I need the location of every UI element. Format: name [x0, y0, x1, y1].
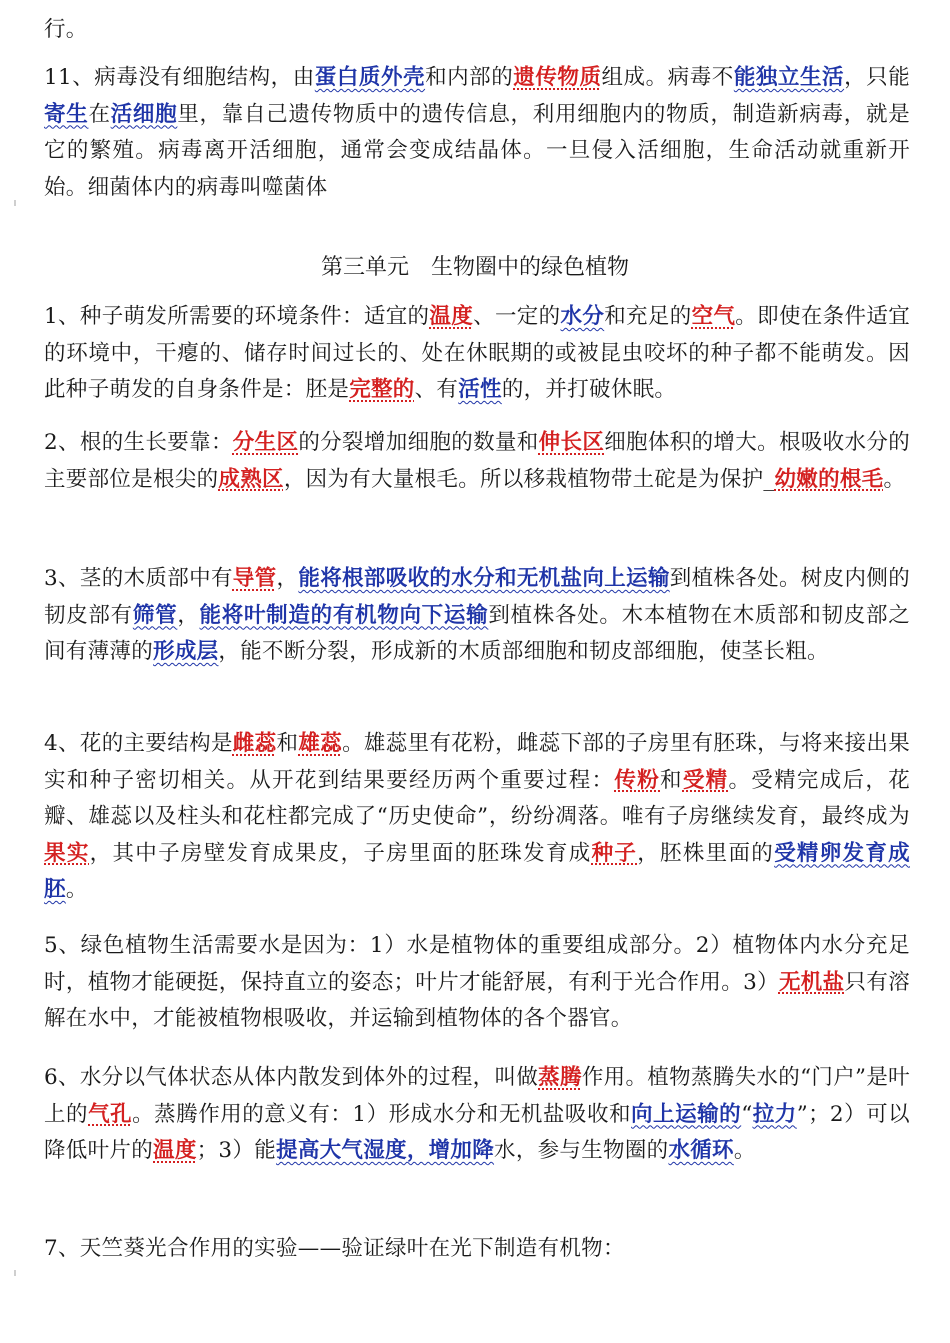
text-run: 。即使在条件适宜的环境中，干瘪的、储存时间过长的、处在休眠期的或被昆虫咬坏的种子都不能萌发。因此种子萌发的自身条件是：胚是 [44, 304, 911, 402]
text-run: 1、种子萌发所需要的环境条件：适宜的 [44, 304, 430, 329]
text-run: 到植株各处。木本植物在木质部和韧皮部之间有薄薄的 [44, 602, 910, 664]
paragraph-transpiration [44, 1060, 910, 1170]
key-term-blue: 能独立生活 [733, 65, 845, 90]
margin-mark [14, 200, 16, 206]
key-term-blue: 水分 [560, 304, 605, 329]
paragraph-stem-structure [44, 561, 910, 671]
text-run: 水，参与生物圈的 [494, 1138, 669, 1163]
text-run: 和 [660, 767, 683, 793]
text-run: 和内部的 [425, 65, 514, 90]
key-term-red: 无机盐 [778, 969, 845, 995]
key-term-red: 温度 [153, 1138, 197, 1163]
paragraph-photosynthesis-experiment [44, 1231, 910, 1268]
text-run: ，能不断分裂，形成新的木质部细胞和韧皮部细胞，使茎长粗。 [218, 639, 829, 664]
key-term-blue: 活细胞 [110, 101, 178, 127]
text-run: 行。 [44, 17, 88, 42]
text-run: 。 [65, 877, 88, 902]
key-term-red: 遗传物质 [513, 65, 602, 90]
key-term-red: 雄蕊 [298, 731, 343, 756]
key-term-red: 种子 [591, 840, 638, 866]
text-run: ， [177, 602, 200, 628]
text-run: 和 [276, 731, 299, 756]
unit-label: 第三单元 [320, 255, 409, 280]
text-run: 只有溶解在水中，才能被植物根吸收，并运输到植物体的各个器官。 [44, 969, 910, 1031]
text-run: ；3）能 [196, 1138, 277, 1163]
key-term-red: 受精 [682, 767, 729, 793]
key-term-red: 成熟区 [218, 466, 284, 492]
key-term-red: 分生区 [232, 430, 299, 455]
key-term-blue: 水循环 [668, 1138, 734, 1163]
text-run: 作用。植物蒸腾失水的“门户”是叶上的 [44, 1065, 910, 1127]
text-run: ，因为有大量根毛。所以移栽植物带土砣是为保护_ [283, 466, 775, 492]
text-run: ，胚株里面的 [637, 840, 775, 866]
key-term-red: 传粉 [614, 767, 661, 793]
key-term-blue: 寄生 [44, 101, 89, 127]
text-run: ，其中子房壁发育成果皮，子房里面的胚珠发育成 [89, 840, 592, 866]
key-term-red: 空气 [691, 304, 736, 329]
unit-title: 生物圈中的绿色植物 [431, 255, 630, 280]
paragraph-root-growth [44, 425, 910, 498]
key-term-blue: 蛋白质外壳 [314, 65, 426, 90]
text-run: 里，靠自己遗传物质中的遗传信息，利用细胞内的物质，制造新病毒，就是它的繁殖。病毒离开活细胞，通常会变成结晶体。一旦侵入活细胞，生命活动就重新开始。细菌体内的病毒叫噬菌体 [44, 101, 910, 200]
paragraph-flower-structure [44, 726, 910, 909]
key-term-blue: 向上运输的 [631, 1101, 742, 1127]
text-run: 组成。病毒不 [601, 65, 734, 90]
key-term-red: 幼嫩的根毛 [774, 466, 884, 492]
text-run: 3、茎的木质部中有 [44, 566, 233, 591]
text-run: 的，并打破休眠。 [501, 377, 677, 402]
key-term-blue: 形成层 [153, 639, 219, 664]
text-run: 、有 [414, 377, 459, 402]
text-run: 2、根的生长要靠： [44, 430, 233, 455]
key-term-blue: 拉力 [752, 1101, 797, 1127]
key-term-red: 气孔 [88, 1101, 133, 1127]
paragraph-water-needs [44, 928, 910, 1038]
text-run: 细胞体积的增大。根吸收水分的主要部位是根尖的 [44, 430, 910, 492]
text-run: 6、水分以气体状态从体内散发到体外的过程，叫做 [44, 1065, 539, 1090]
key-term-blue: 提高大气湿度，增加降 [276, 1138, 495, 1163]
text-run: 和充足的 [604, 304, 692, 329]
text-run: 。 [883, 466, 906, 492]
text-run: 5、绿色植物生活需要水是因为：1）水是植物体的重要组成部分。2）植物体内水分充足时，植物才能硬挺，保持直立的姿态；叶片才能舒展，有利于光合作用。3） [44, 933, 910, 995]
key-term-red: 温度 [429, 304, 474, 329]
text-run: ”；2）可以降低叶片的 [44, 1101, 910, 1163]
section-heading [0, 250, 950, 286]
text-run: 4、花的主要结构是 [44, 731, 233, 756]
text-run: ，只能 [844, 65, 910, 90]
paragraph-continuation [44, 12, 910, 49]
key-term-blue: 能将根部吸收的水分和无机盐向上运输 [298, 566, 670, 591]
text-run: 的分裂增加细胞的数量和 [298, 430, 539, 455]
text-run: 。 [733, 1138, 756, 1163]
key-term-blue: 受精卵发育成胚 [44, 840, 910, 902]
key-term-red: 伸长区 [538, 430, 605, 455]
key-term-blue: 筛管 [132, 602, 178, 628]
key-term-red: 果实 [44, 840, 90, 866]
paragraph-seed-germination [44, 299, 910, 409]
margin-mark [14, 1270, 16, 1276]
text-run: 7、天竺葵光合作用的实验——验证绿叶在光下制造有机物： [44, 1236, 625, 1261]
key-term-red: 完整的 [349, 377, 415, 402]
text-run: 到植株各处。树皮内侧的韧皮部有 [44, 566, 910, 628]
paragraph-virus [44, 60, 910, 206]
key-term-blue: 能将叶制造的有机物向下运输 [199, 602, 489, 628]
text-run: 11、病毒没有细胞结构，由 [44, 65, 315, 90]
key-term-red: 雌蕊 [232, 731, 277, 756]
text-run: ， [276, 566, 299, 591]
text-run: 。受精完成后，花瓣、雄蕊以及柱头和花柱都完成了“历史使命”，纷纷凋落。唯有子房继续发育，最终成为 [44, 767, 910, 829]
text-run: “ [741, 1101, 753, 1127]
text-run: 。蒸腾作用的意义有：1）形成水分和无机盐吸收和 [132, 1101, 632, 1127]
text-run: 。雄蕊里有花粉，雌蕊下部的子房里有胚珠，与将来接出果实和种子密切相关。从开花到结果要经历两个重要过程： [44, 731, 910, 793]
key-term-red: 蒸腾 [538, 1065, 582, 1090]
text-run: 在 [88, 101, 111, 127]
key-term-blue: 活性 [458, 377, 502, 402]
key-term-red: 导管 [232, 566, 277, 591]
text-run: 、一定的 [473, 304, 561, 329]
